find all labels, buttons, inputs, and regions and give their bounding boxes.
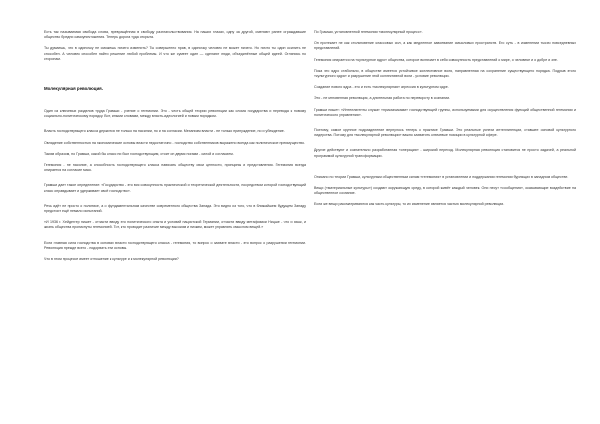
- paragraph: Это - не мгновенная революция, а длительная работа по перевороту в сознании.: [314, 96, 451, 101]
- paragraph: Если главная сила господства в основах власти господствующего класса - гегемония, то вопрос о захвате власти - это вопрос о разрушении гегемонии. Революция прежде всего - подорвать эти основы.: [44, 240, 306, 250]
- paragraph: Что в этом процессе имеет отношение к культуре и к молекулярной революции?: [44, 257, 179, 262]
- paragraph: Если же вещи рассматриваются как часть культуры, то их изменение является частью молекулярной революции.: [314, 202, 505, 207]
- paragraph: Один из ключевых разделов труда Грамши - учение о гегемонии. Это - честь общей теории революции как слома государства и перевода к новому социально-политическому порядку. Вот, иными словами, между власть-идеологией и новым порядком.: [44, 109, 306, 119]
- paragraph: Пока это ядро стабильно, в обществе имеется устойчивое коллективное воля, направленная на сохранение существующего порядка. Подрыв этого «культурного ядра» и разрушение этой коллективной воли - условие революции.: [314, 68, 576, 79]
- right-column: [314, 30, 576, 214]
- paragraph: Создание нового ядра - это и есть «молекулярная» агрессия в культурном ядре.: [314, 85, 449, 90]
- paragraph: Речь идёт не просто о политике, а о фундаментальном качестве современного общества Запада. Это видно из того, что в ближайшем будущем Западу предстоит ещё немало испытаний.: [44, 203, 306, 214]
- paragraph: Вещи («материальные культуры») создают окружающую среду, в которой живёт каждый человек. Они несут «сообщения», оказывающие воздействие на общественное сознание.: [314, 186, 576, 196]
- paragraph: Он протекает не как столкновение классовых сил, а как медленное завоевание смысловых пространств. Его суть - в изменении тысяч повседневных представлений.: [314, 41, 576, 51]
- paragraph: Грамши дает такое определение: «Государство - это вся совокупность практической и теоретической деятельности, посредством которой господствующий класс оправдывает и удерживает своё господство».: [44, 183, 306, 193]
- paragraph: По Грамши, установленной гегемонии «молекулярный процесс».: [314, 30, 423, 34]
- paragraph: Ты думаешь, что в одиночку не сможешь ничего изменить? Ты совершенно прав, в одиночку человек не может ничего. Но ничто ты один осилить не способен. А человек способен найти решение любой проблемы. И что же сумеет один — сделают люди, объединённые общей идеей. Оглянись по сторонам.: [44, 46, 306, 61]
- paragraph: Есть так называемая свобода слова, превращённая в свободу разглагольствования. На наших глазах, одну за другой, сменяют ранее ограждавшие общество бредни самоуничтожения. Теперь дорога туда открыта.: [44, 30, 306, 40]
- paragraph: «И 1936 г. Хейдеггер пишет - отчасти ввиду его политического опыта и условий нацистской Германии, отчасти ввиду метафизики Ницше - что и язык, и жизнь общества проникнуты гегемонией. Тот, кто проводит различие между высоким и низким, может управлять смыслом вещей.»: [44, 220, 306, 230]
- section-heading: Молекулярная революция.: [44, 86, 103, 92]
- paragraph: Поэтому, самое крупное подразделение вернулось теперь к практике Грамши. Это реальные успехи интеллигенции, ставшее основой культурного лидерства. Потому для «молекулярной революции» важно захватить ключевые позиции в культурной сфере.: [314, 128, 576, 138]
- paragraph: Гегемония опирается на «культурное ядро» общества, которое включает в себя совокупность представлений о мире, о человеке и о добре и зле.: [314, 57, 558, 62]
- left-column: [44, 30, 306, 268]
- paragraph: Овладение собственностью на экономические основы власти недостаточно - господство собственников выражено всегда как политическое преимущество.: [44, 140, 305, 145]
- paragraph: Описано по теории Грамши, культурным общественным силам «гегемония» в установлении и поддержании гегемонии бурлящих в западном обществе.: [314, 174, 569, 179]
- paragraph: Другие действуют и сознательно разработанная «операция» - широкий переход. Молекулярная революция становится не просто задачей, а реальной программой культурной трансформации.: [314, 148, 576, 158]
- paragraph: Таким образом, по Грамши, какой бы класс ни был господствующим, стоит он двумя ногами - силой и согласием.: [44, 151, 234, 156]
- paragraph: Гегемония - не насилие, а способность господствующего класса навязать обществу свои ценности, принципы и представления. Гегемония всегда опирается на согласие масс.: [44, 163, 306, 173]
- paragraph: Грамши пишет: «Интеллигенты служат «приказчиками» господствующей группы, используемыми для осуществления функций общественной гегемонии и политического управления».: [314, 107, 576, 117]
- paragraph: Власть господствующего класса держится не только на насилии, но и на согласии. Механизм власти - не только принуждение, но и убеждение.: [44, 129, 285, 134]
